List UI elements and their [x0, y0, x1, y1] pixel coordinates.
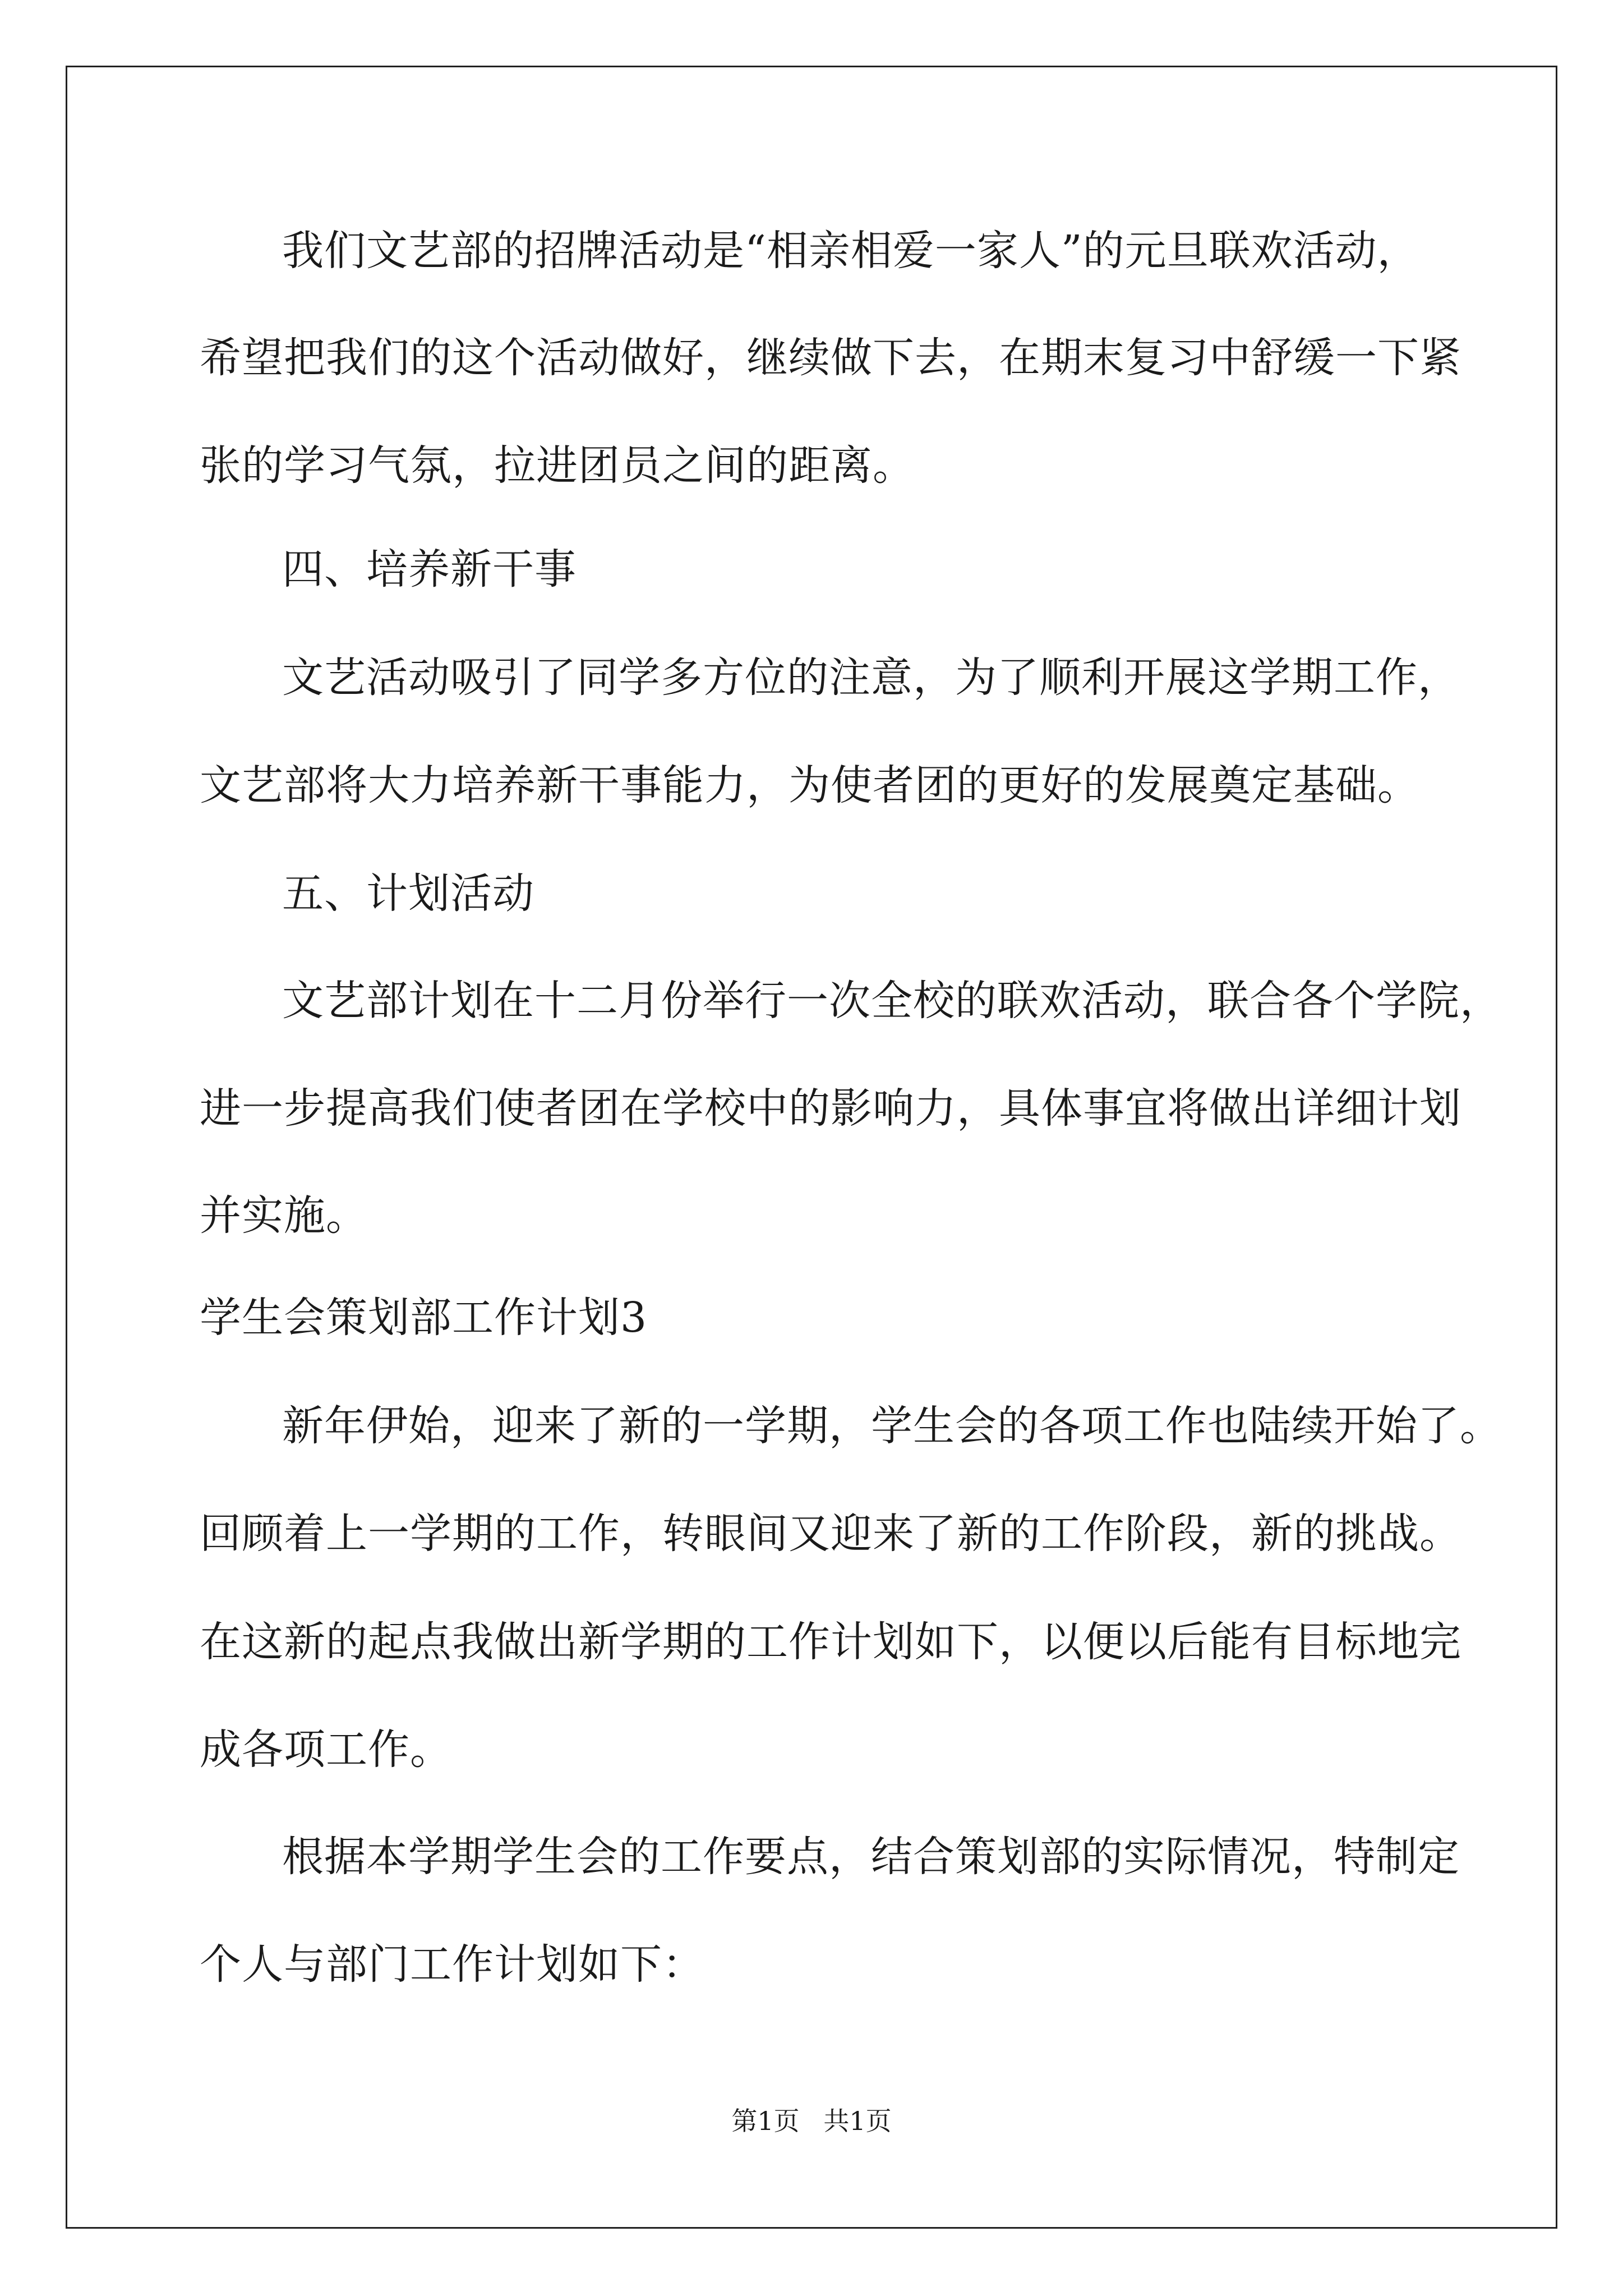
paragraph-line: 进一步提高我们使者团在学校中的影响力，具体事宜将做出详细计划	[200, 1084, 1461, 1133]
section-heading: 五、计划活动	[282, 869, 534, 918]
paragraph-line: 回顾着上一学期的工作，转眼间又迎来了新的工作阶段，新的挑战。	[200, 1510, 1461, 1558]
paragraph-line: 并实施。	[200, 1191, 368, 1240]
paragraph-line: 新年伊始，迎来了新的一学期，学生会的各项工作也陆续开始了。	[282, 1402, 1502, 1450]
paragraph-line: 张的学习气氛，拉进团员之间的距离。	[200, 441, 915, 490]
paragraph-line: 根据本学期学生会的工作要点，结合策划部的实际情况，特制定	[282, 1833, 1460, 1881]
paragraph-line: 文艺部将大力培养新干事能力，为使者团的更好的发展奠定基础。	[200, 761, 1419, 809]
paragraph-line: 文艺活动吸引了同学多方位的注意，为了顺利开展这学期工作，	[282, 654, 1460, 702]
section-heading: 四、培养新干事	[282, 545, 577, 593]
paragraph-line: 个人与部门工作计划如下：	[200, 1940, 704, 1989]
page-total: 共1页	[823, 2106, 892, 2136]
page-number: 第1页	[731, 2106, 800, 2136]
paragraph-line: 成各项工作。	[200, 1726, 452, 1774]
page-border	[66, 66, 1557, 2229]
paragraph-line: 我们文艺部的招牌活动是“相亲相爱一家人”的元旦联欢活动，	[282, 227, 1419, 275]
paragraph-line: 希望把我们的这个活动做好，继续做下去，在期末复习中舒缓一下紧	[200, 334, 1461, 382]
paragraph-line: 在这新的起点我做出新学期的工作计划如下，以便以后能有目标地完	[200, 1618, 1461, 1666]
page-footer	[0, 2108, 1623, 2134]
document-title: 学生会策划部工作计划3	[200, 1294, 648, 1342]
paragraph-line: 文艺部计划在十二月份举行一次全校的联欢活动，联合各个学院，	[282, 977, 1502, 1025]
